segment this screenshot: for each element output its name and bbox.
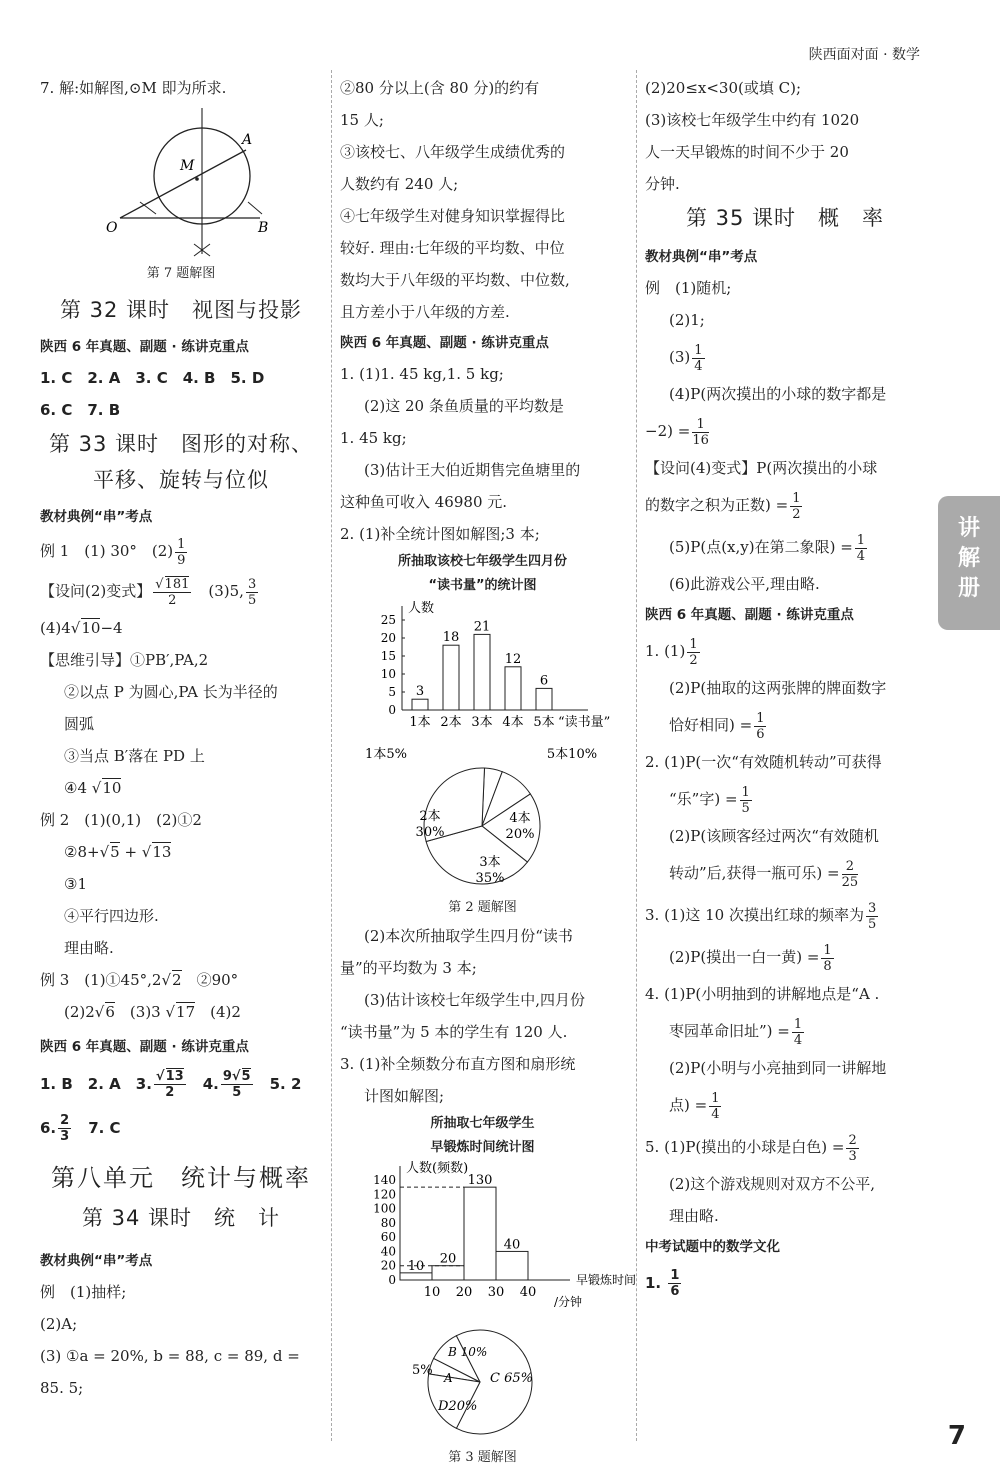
answer-text: 的数字之积为正数) = xyxy=(645,496,789,514)
answer-line: 人数约有 240 人; xyxy=(340,175,459,193)
fraction: $\frac{1}{16}$ xyxy=(692,416,709,448)
answer-line: 例 (1)随机; xyxy=(645,279,732,297)
slice-label: 5本10% xyxy=(546,747,598,762)
answer-line: 例 2 (1)(0,1) (2)①2 xyxy=(40,811,202,829)
data-label: 18 xyxy=(442,630,460,646)
answer-line: (3) ①a = 20%, b = 88, c = 89, d = xyxy=(40,1347,300,1365)
answer-text: 1. (1) xyxy=(645,642,686,660)
answer-line: (2)P(小明与小亮抽到同一讲解地 xyxy=(669,1059,887,1077)
answer-text: (3)3 xyxy=(129,1003,161,1021)
answer-text: (4)2 xyxy=(210,1003,241,1021)
answer-line: 【思维引导】①PB′,PA,2 xyxy=(40,651,209,669)
tick-label: 15 xyxy=(380,649,396,663)
answer-text: 【设问(2)变式】 xyxy=(40,582,152,600)
answer-text: 例 3 (1)①45°,2 xyxy=(40,971,162,989)
fraction: $\frac{1}{5}$ xyxy=(741,784,750,816)
lesson-title: 平移、旋转与位似 xyxy=(93,468,269,492)
answer-line: (2)P(抽取的这两张牌的牌面数字 xyxy=(669,679,887,697)
answer-text: + xyxy=(124,843,138,861)
lesson-title: 第 34 课时 统 计 xyxy=(81,1206,281,1230)
slice-label: D20% xyxy=(438,1399,478,1414)
lesson-title: 第 35 课时 概 率 xyxy=(685,206,885,230)
exercise-histogram xyxy=(340,1160,637,1320)
data-label: 3 xyxy=(415,684,425,700)
answer-line: (2)A; xyxy=(40,1315,78,1333)
answer-line: 较好. 理由:七年级的平均数、中位 xyxy=(340,239,565,257)
section-heading: 陕西 6 年真题、副题 · 练讲克重点 xyxy=(340,335,549,351)
answer-line: 15 人; xyxy=(340,111,384,129)
fraction: $\frac{1}{4}$ xyxy=(694,342,703,374)
answer-text: 例 1 (1) 30° (2) xyxy=(40,542,174,560)
tick-label: 10 xyxy=(380,667,396,681)
chart-title: “读书量”的统计图 xyxy=(428,578,537,593)
chart-title: 所抽取七年级学生 xyxy=(430,1116,535,1131)
fraction: $\frac{1}{9}$ xyxy=(177,536,186,568)
answer-line: 4. (1)P(小明抽到的讲解地点是“A . xyxy=(645,985,880,1003)
answer-line: 6. C 7. B xyxy=(40,401,121,419)
answer-line: 7. 解:如解图,⊙M 即为所求. xyxy=(40,79,227,97)
slice-label: 3本 xyxy=(479,855,501,870)
column-2 xyxy=(340,72,637,1470)
answer-line: (3)该校七年级学生中约有 1020 xyxy=(645,111,860,129)
answer-text: “乐”字) = xyxy=(669,790,738,808)
tick-label: 30 xyxy=(487,1285,505,1300)
answer-text: ②90° xyxy=(196,971,239,989)
answer-line: 例 (1)抽样; xyxy=(40,1283,127,1301)
answer-line: 分钟. xyxy=(645,175,680,193)
answer-line: 且方差小于八年级的方差. xyxy=(340,303,510,321)
answer-line: (2)1; xyxy=(669,311,705,329)
tick-label: 60 xyxy=(380,1230,396,1245)
answer-line: 数均大于八年级的平均数、中位数, xyxy=(340,271,570,289)
answer-line: 3. (1)补全频数分布直方图和扇形统 xyxy=(340,1055,576,1073)
answer-text: ②8+ xyxy=(64,843,100,861)
answer-text: 3. (1)这 10 次摸出红球的频率为 xyxy=(645,906,864,924)
fraction: $\frac{2}{3}$ xyxy=(60,1113,70,1144)
answer-line: 人一天早锻炼的时间不少于 20 xyxy=(645,143,849,161)
answer-text: (2)P(摸出一白一黄) = xyxy=(669,948,820,966)
tick-label: 10 xyxy=(423,1285,441,1300)
answer-line: 85. 5; xyxy=(40,1379,84,1397)
fraction: $\frac{3}{5}$ xyxy=(867,900,877,932)
bar xyxy=(505,667,521,710)
answer-text: 恰好相同) = xyxy=(669,716,753,734)
data-label: 10 xyxy=(407,1258,425,1274)
answer-text: (3)5, xyxy=(208,582,244,600)
answer-text: 1. B 2. A 3. xyxy=(40,1075,152,1093)
answer-line: ②以点 P 为圆心,PA 长为半径的 xyxy=(64,683,278,701)
answer-text: (2)2 xyxy=(64,1003,95,1021)
running-header: 陕西面对面 · 数学 xyxy=(808,47,920,63)
column-3 xyxy=(645,72,925,1304)
fraction: $\frac{2}{3}$ xyxy=(848,1132,857,1164)
data-label: 20 xyxy=(439,1251,457,1267)
radicand: 10 xyxy=(102,779,122,797)
data-label: 130 xyxy=(467,1173,493,1189)
fraction: $\frac{1}{6}$ xyxy=(756,710,765,742)
answer-line: ②80 分以上(含 80 分)的约有 xyxy=(340,79,540,97)
bar xyxy=(474,634,490,710)
answer-line: (2)本次所抽取学生四月份“读书 xyxy=(364,927,573,945)
x-axis-label: /分钟 xyxy=(554,1295,583,1309)
data-label: 40 xyxy=(503,1237,521,1253)
radicand: 13 xyxy=(152,843,172,861)
chart-title: 早锻炼时间统计图 xyxy=(430,1140,535,1155)
tick-label: 20 xyxy=(455,1285,473,1300)
answer-text: ④4 xyxy=(64,779,87,797)
fraction: $\frac{1}{6}$ xyxy=(670,1268,680,1299)
slice-label: 4本 xyxy=(509,811,531,826)
tick-label: 40 xyxy=(519,1285,537,1300)
fraction: $\frac{1}{4}$ xyxy=(856,532,866,564)
column-divider xyxy=(636,70,637,1441)
answer-text: 点) = xyxy=(669,1096,708,1114)
figure-caption: 第 7 题解图 xyxy=(146,266,216,281)
category-label: 3本 xyxy=(471,715,493,730)
answer-line: (2)这 20 条鱼质量的平均数是 xyxy=(364,397,564,415)
answer-text: (3) xyxy=(669,348,691,366)
bar xyxy=(496,1251,528,1280)
answer-line: 这种鱼可收入 46980 元. xyxy=(340,493,508,511)
tick-label: 25 xyxy=(380,613,396,627)
fraction: $\frac{1}{4}$ xyxy=(711,1090,720,1122)
answer-line: 圆弧 xyxy=(64,715,95,733)
slice-label: 1本5% xyxy=(365,747,407,762)
tick-label: 40 xyxy=(380,1244,396,1259)
answer-line: “读书量”为 5 本的学生有 120 人. xyxy=(340,1023,568,1041)
answer-text: 1. xyxy=(645,1274,662,1292)
bar xyxy=(443,645,459,710)
section-heading: 陕西 6 年真题、副题 · 练讲克重点 xyxy=(645,607,854,623)
bar xyxy=(464,1187,496,1280)
point-label: B xyxy=(258,220,269,236)
radicand: 10 xyxy=(81,619,101,637)
answer-line: 理由略. xyxy=(64,939,114,957)
answer-line: ③该校七、八年级学生成绩优秀的 xyxy=(340,143,566,161)
fraction: $\frac{1}{8}$ xyxy=(823,942,832,974)
answer-text: −2) = xyxy=(645,422,691,440)
point-label: M xyxy=(180,158,195,174)
category-label: 1本 xyxy=(409,715,431,730)
page-number: 7 xyxy=(947,1421,966,1451)
data-label: 21 xyxy=(473,619,491,635)
category-label: 2本 xyxy=(440,715,462,730)
lesson-title: 第 32 课时 视图与投影 xyxy=(59,298,303,322)
answer-line: (3)估计王大伯近期售完鱼塘里的 xyxy=(364,461,581,479)
slice-label: A xyxy=(444,1371,453,1385)
radicand: 5 xyxy=(110,843,120,861)
answer-line: (2)P(该顾客经过两次“有效随机 xyxy=(669,827,879,845)
fraction: $\frac{√13}{2}$ xyxy=(155,1069,184,1100)
tick-label: 0 xyxy=(388,1273,396,1287)
exercise-pie-chart xyxy=(340,1324,625,1442)
answer-line: (2)这个游戏规则对双方不公平, xyxy=(669,1175,876,1193)
tick-label: 20 xyxy=(380,631,396,645)
bar xyxy=(536,688,552,710)
bar xyxy=(400,1273,432,1280)
answer-line: 量”的平均数为 3 本; xyxy=(340,959,477,977)
answer-line: ③当点 B′落在 PD 上 xyxy=(64,747,205,765)
data-label: 12 xyxy=(504,651,522,667)
chart-title: 所抽取该校七年级学生四月份 xyxy=(397,554,567,569)
slice-label: 30% xyxy=(415,825,445,840)
slice-label: 20% xyxy=(505,827,535,842)
answer-line: 计图如解图; xyxy=(364,1087,445,1105)
tick-label: 20 xyxy=(380,1258,396,1273)
fraction: $\frac{√181}{2}$ xyxy=(155,576,190,608)
answer-line: 理由略. xyxy=(669,1207,719,1225)
figure-7 xyxy=(100,104,300,262)
answer-text: 5. (1)P(摸出的小球是白色) = xyxy=(645,1138,845,1156)
answer-line: ④七年级学生对健身知识掌握得比 xyxy=(340,207,566,225)
answer-line: (4)P(两次摸出的小球的数字都是 xyxy=(669,385,887,403)
category-label: 5本 xyxy=(533,715,555,730)
answer-line: (6)此游戏公平,理由略. xyxy=(669,575,820,593)
answer-line: 1. (1)1. 45 kg,1. 5 kg; xyxy=(340,365,504,383)
answer-line: 2. (1)P(一次“有效随机转动”可获得 xyxy=(645,753,882,771)
tick-label: 5 xyxy=(388,685,396,699)
category-label: 4本 xyxy=(502,715,524,730)
radicand: 17 xyxy=(176,1003,196,1021)
fraction: $\frac{3}{5}$ xyxy=(247,576,257,608)
slice-label: 35% xyxy=(475,871,505,886)
answer-text: 枣园革命旧址”) = xyxy=(669,1022,790,1040)
answer-text: −4 xyxy=(100,619,123,637)
answer-text: 7. C xyxy=(88,1119,121,1137)
answer-line: (3)估计该校七年级学生中,四月份 xyxy=(364,991,586,1009)
radicand: 6 xyxy=(105,1003,115,1021)
data-label: 6 xyxy=(539,673,549,689)
answer-line: 1. 45 kg; xyxy=(340,429,407,447)
fraction: $\frac{1}{2}$ xyxy=(792,490,801,522)
answer-line: 2. (1)补全统计图如解图;3 本; xyxy=(340,525,540,543)
tick-label: 120 xyxy=(373,1187,396,1202)
point-label: A xyxy=(242,132,253,148)
section-heading: 中考试题中的数学文化 xyxy=(645,1239,780,1255)
slice-label: 5% xyxy=(412,1363,433,1378)
answer-text: (5)P(点(x,y)在第二象限) = xyxy=(669,538,853,556)
radicand: 2 xyxy=(172,971,182,989)
answer-line: 【设问(4)变式】P(两次摸出的小球 xyxy=(645,459,878,477)
x-axis-label: “读书量” xyxy=(558,715,611,730)
column-1: 7. 解:如解图,⊙M 即为所求. M A O B 第 7 题解图 第 32 课时 视图与投影 陕西 6 年真题、副题 · 练讲克重点 1. C 2. A 3. C 4. B 5. D 6. C 7. B 第 33 课时 图形的对称、 平移、旋转与位似 教材典例“串”考点 例 1 (1) 30° (2) $\frac{1}{9}$ 【设问(2)变式】 $\frac{√181}{2}$ (3)5, $\frac{3}{5}$ (4)4√10−4 【思维引导】①PB′,PA,2 ②以点 P 为圆心,PA 长为半径的 圆弧 ③当点 B′落在 PD 上 ④4 √10 例 2 (1)(0,1) (2)①2 ②8+√5 + √13 ③1 ④平行四边形. 理由略. 例 3 (1)①45°,2√2 ②90° (2)2√6 (3)3 √17 (4)2 陕西 6 年真题、副题 · 练讲克重点 1. B 2. A 3. $\frac{√13}{2}$ 4. $\frac{9√5}{5}$ 5. 2 6. $\frac{2}{3}$ 7. C 第八单元 统计与概率 第 34 课时 统 计 教材典例“串”考点 例 (1)抽样; (2)A; (3) ①a = 20%, b = 88, c = 89, d = 85. 5; xyxy=(40,72,322,1404)
answer-text: 5. 2 xyxy=(269,1075,302,1093)
fraction: $\frac{2}{25}$ xyxy=(841,858,859,890)
figure-caption: 第 2 题解图 xyxy=(448,900,517,915)
section-heading: 教材典例“串”考点 xyxy=(40,509,153,525)
point-label: O xyxy=(106,220,118,236)
column-divider xyxy=(331,70,332,1441)
answer-line: ③1 xyxy=(64,875,87,893)
fraction: $\frac{1}{2}$ xyxy=(689,636,698,668)
y-axis-label: 人数(频数) xyxy=(406,1161,469,1176)
reading-bar-chart xyxy=(340,598,625,738)
section-heading: 陕西 6 年真题、副题 · 练讲克重点 xyxy=(40,339,249,355)
lesson-title: 第 33 课时 图形的对称、 xyxy=(48,432,314,456)
reading-pie-chart xyxy=(340,742,625,892)
section-heading: 教材典例“串”考点 xyxy=(40,1253,153,1269)
fraction: $\frac{9√5}{5}$ xyxy=(222,1069,251,1100)
answer-line: ④平行四边形. xyxy=(64,907,159,925)
answer-line: 1. C 2. A 3. C 4. B 5. D xyxy=(40,369,265,387)
answer-text: 6. xyxy=(40,1119,57,1137)
bar xyxy=(432,1266,464,1280)
answer-line: (2)20≤x<30(或填 C); xyxy=(645,79,802,97)
y-axis-label: 人数 xyxy=(408,601,435,616)
section-heading: 陕西 6 年真题、副题 · 练讲克重点 xyxy=(40,1039,249,1055)
section-heading: 教材典例“串”考点 xyxy=(645,249,758,265)
unit-title: 第八单元 统计与概率 xyxy=(51,1164,311,1192)
fraction: $\frac{1}{4}$ xyxy=(793,1016,803,1048)
tick-label: 0 xyxy=(388,703,396,717)
tick-label: 140 xyxy=(373,1173,396,1187)
answer-text: 转动”后,获得一瓶可乐) = xyxy=(669,864,840,882)
slice-label: C 65% xyxy=(490,1371,533,1386)
bar xyxy=(412,699,428,710)
answer-text: (4)4 xyxy=(40,619,71,637)
x-axis-label: 早锻炼时间 xyxy=(576,1273,637,1287)
slice-label: 2本 xyxy=(419,809,441,824)
figure-caption: 第 3 题解图 xyxy=(448,1450,517,1465)
side-tab: 讲 解 册 xyxy=(938,496,1000,630)
tick-label: 100 xyxy=(373,1201,396,1216)
slice-label: B 10% xyxy=(448,1345,488,1359)
answer-text: 4. xyxy=(202,1075,219,1093)
tick-label: 80 xyxy=(380,1215,396,1230)
